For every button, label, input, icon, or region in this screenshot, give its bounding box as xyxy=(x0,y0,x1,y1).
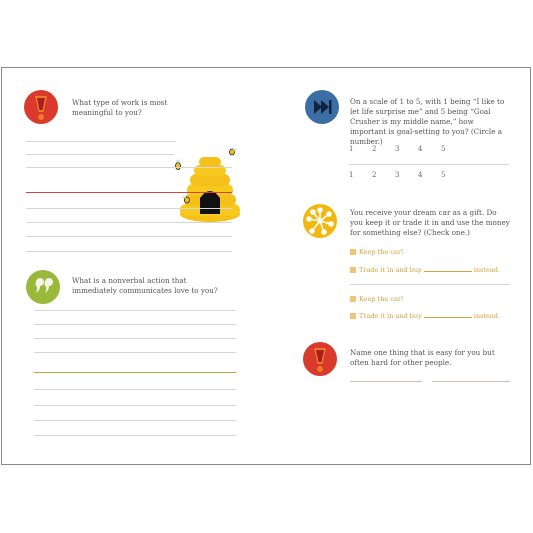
answer-line[interactable] xyxy=(26,236,232,237)
quote-icon xyxy=(26,270,60,304)
fast-forward-icon xyxy=(305,90,339,124)
question-text: You receive your dream car as a gift. Do you keep it or trade it in and use the money for something else? (Check one.) xyxy=(350,208,510,237)
answer-line[interactable] xyxy=(26,154,174,155)
answer-line[interactable] xyxy=(34,405,236,406)
question-text: What is a nonverbal action that immediately communicates love to you? xyxy=(72,276,218,295)
answer-line[interactable] xyxy=(34,352,236,353)
checkbox[interactable] xyxy=(350,296,356,302)
journal-spread xyxy=(1,67,531,465)
scale-option[interactable]: 3 xyxy=(395,171,400,179)
answer-line[interactable] xyxy=(26,208,232,209)
answer-line[interactable] xyxy=(26,141,176,142)
divider-line xyxy=(350,284,510,285)
question-text: Name one thing that is easy for you but often hard for other people. xyxy=(350,348,495,367)
beehive-illustration xyxy=(172,148,244,224)
scale-option[interactable]: 1 xyxy=(349,145,354,153)
answer-line[interactable] xyxy=(34,338,236,339)
question-text: On a scale of 1 to 5, with 1 being “I like to let life surprise me” and 5 being “Goal Crusher is my middle name,” how important is goal-setting to you? (Circle a number.) xyxy=(350,97,505,146)
exclamation-icon xyxy=(24,90,58,124)
checkbox[interactable] xyxy=(350,249,356,255)
scale-option[interactable]: 4 xyxy=(418,171,423,179)
checkbox-option-trade[interactable]: Trade it in and buy instead. xyxy=(350,265,500,274)
answer-line[interactable] xyxy=(26,192,232,193)
scale-option[interactable]: 1 xyxy=(349,171,354,179)
answer-line[interactable] xyxy=(26,167,232,168)
bee-icon xyxy=(176,160,181,170)
divider-line xyxy=(349,164,509,165)
exclamation-icon xyxy=(303,342,337,376)
scale-option[interactable]: 3 xyxy=(395,145,400,153)
checkbox-option-trade[interactable]: Trade it in and buy instead. xyxy=(350,311,500,320)
starburst-icon xyxy=(303,204,337,238)
answer-line[interactable] xyxy=(26,251,232,252)
answer-line[interactable] xyxy=(34,372,236,373)
scale-option[interactable]: 5 xyxy=(441,145,446,153)
answer-line[interactable] xyxy=(34,420,236,421)
scale-option[interactable]: 2 xyxy=(372,171,377,179)
fill-in-blank[interactable] xyxy=(424,311,472,318)
checkbox-option-keep[interactable]: Keep the car! xyxy=(350,295,404,303)
answer-line[interactable] xyxy=(350,381,422,382)
scale-option[interactable]: 2 xyxy=(372,145,377,153)
checkbox[interactable] xyxy=(350,313,356,319)
scale-option[interactable]: 5 xyxy=(441,171,446,179)
right-page xyxy=(267,68,531,464)
answer-line[interactable] xyxy=(34,435,236,436)
left-page xyxy=(2,68,266,464)
fill-in-blank[interactable] xyxy=(424,265,472,272)
checkbox-option-keep[interactable]: Keep the car! xyxy=(350,248,404,256)
scale-option[interactable]: 4 xyxy=(418,145,423,153)
checkbox[interactable] xyxy=(350,267,356,273)
answer-line[interactable] xyxy=(26,222,232,223)
answer-line[interactable] xyxy=(432,381,510,382)
answer-line[interactable] xyxy=(34,389,236,390)
answer-line[interactable] xyxy=(34,324,236,325)
question-text: What type of work is most meaningful to you? xyxy=(72,98,168,117)
answer-line[interactable] xyxy=(34,310,236,311)
